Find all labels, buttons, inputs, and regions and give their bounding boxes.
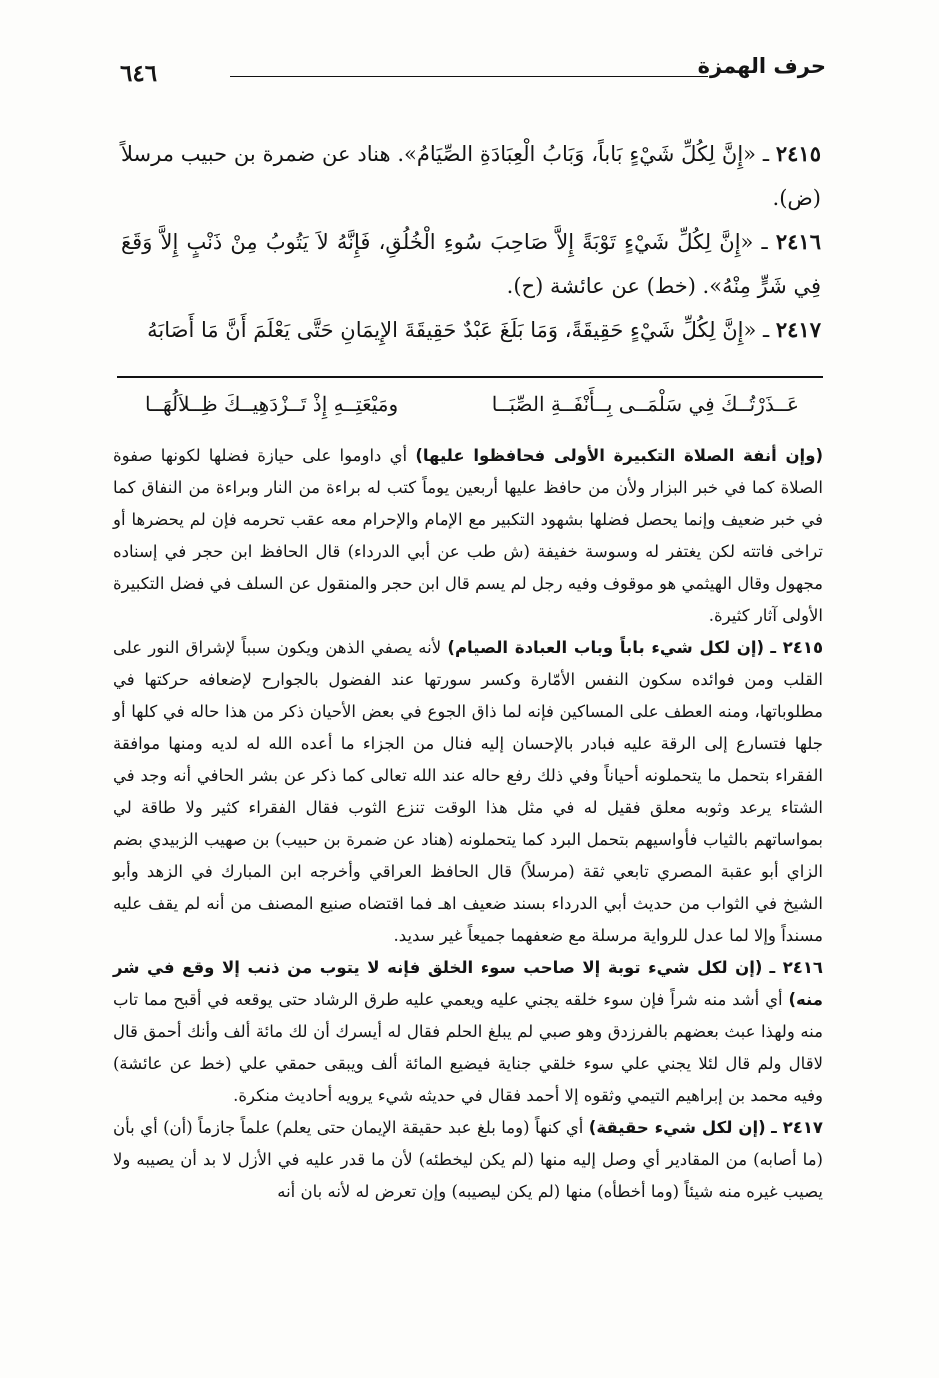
commentary-paragraph	[113, 952, 823, 1112]
section-divider	[117, 376, 823, 378]
verse-first-hemistich: عَــذَرْتُــكَ فِي سَلْمَــى بِــأَنْفَــةِ الصِّبَــا	[491, 392, 799, 416]
commentary-paragraph	[113, 440, 823, 632]
hadith-body: ـ «إِنَّ لِكُلِّ شَيْءٍ بَاباً، وَبَابُ الْعِبَادَةِ الصِّيَامُ». هناد عن ضمرة بن حبيب مرسلاً (ض).	[121, 142, 821, 210]
commentary-number: ٢٤١٦ ـ	[769, 958, 823, 977]
hadith-text	[121, 132, 821, 352]
commentary-lead: (إن لكل شيء باباً وباب العبادة الصيام)	[447, 638, 765, 657]
commentary-number: ٢٤١٥ ـ	[770, 638, 824, 657]
hadith-entry	[121, 308, 821, 352]
commentary-body: أي كنهاً (وما بلغ عبد حقيقة الإيمان حتى يعلم) علماً جازماً (أن) أي بأن (ما أصابه) من المقادير أي وصل إليه منها (لم يكن ليخطئه) لأن ما قدر عليه في الأزل لا بد أن يصيبه ولا يصيب غيره منه شيئاً (وما أخطأه) منها (لم يكن ليصيبه) وإن تعرض له لأنه بان أنه	[113, 1118, 823, 1201]
hadith-number: ٢٤١٧	[775, 317, 821, 342]
hadith-number: ٢٤١٥	[775, 141, 821, 166]
commentary-paragraph	[113, 632, 823, 952]
hadith-number: ٢٤١٦	[775, 229, 821, 254]
header-rule	[230, 76, 708, 77]
hadith-entry	[121, 132, 821, 220]
commentary-paragraph	[113, 1112, 823, 1208]
chapter-title: حرف الهمزة	[697, 54, 826, 78]
commentary-lead: (إن لكل شيء حقيقة)	[588, 1118, 766, 1137]
hadith-entry	[121, 220, 821, 308]
commentary-number: ٢٤١٧ ـ	[771, 1118, 823, 1137]
verse-second-hemistich: ومَيْعَتِــهِ إِذْ تَــزْدَهِيــكَ ظِــلاَلُهَــا	[145, 392, 399, 416]
page-header	[120, 52, 826, 92]
page-number: ٦٤٦	[120, 60, 158, 87]
hadith-body: ـ «إِنَّ لِكُلِّ شَيْءٍ حَقِيقَةً، وَمَا بَلَغَ عَبْدٌ حَقِيقَةَ الإِيمَانِ حَتَّى يَعْلَمَ أَنَّ مَا أَصَابَهُ	[147, 318, 770, 342]
commentary-body: لأنه يصفي الذهن ويكون سبباً لإشراق النور على القلب ومن فوائده سكون النفس الأمّارة وكسر سورتها عند الفضول بالجوارح لإضعافه حركتها في مطلوباتها، ومنه العطف على المساكين فإنه لما ذاق الجوع في بعض الأحيان ذكر من هذا حاله في كلها أو جلها فتسارع إلى الرقة عليه فبادر بالإحسان إليه فنال من الجزاء ما أعده الله له لديه ومنها موافقة الفقراء بتحمل ما يتحملونه أحياناً وفي ذلك رفع حاله عند الله تعالى كما ذكر عن بشر الحافي أنه وجد في الشتاء يرعد وثوبه معلق فقيل له في مثل هذا الوقت تنزع الثوب فقال الفقراء كثير ولا طاقة لي بمواساتهم بالثياب فأواسيهم بتحمل البرد كما يتحملونه (هناد عن ضمرة بن حبيب) بن صهيب الزبيدي بضم الزاي أبو عقبة المصري تابعي ثقة (مرسلاً) قال الحافظ العراقي وأخرجه ابن المبارك في الزهد وأبو الشيخ في الثواب من حديث أبي الدرداء بسند ضعيف اهـ فما اقتضاه صنيع المصنف من أنه لم يقف عليه مسنداً وإلا لما عدل للرواية مرسلة مع ضعفهما جميعاً غير سديد.	[113, 638, 823, 945]
hadith-body: ـ «إِنَّ لِكُلِّ شَيْءٍ تَوْبَةً إِلاَّ صَاحِبَ سُوءِ الْخُلُقِ، فَإِنَّهُ لاَ يَتُوبُ مِنْ ذَنْبٍ إِلاَّ وَقَعَ فِي شَرٍّ مِنْهُ». (خط) عن عائشة (ح).	[121, 230, 821, 298]
commentary-body: أي داوموا على حيازة فضلها لكونها صفوة الصلاة كما في خبر البزار ولأن من حافظ عليها أربعين يوماً كتب له براءة من النار وبراءة من النفاق كما في خبر ضعيف وإنما يحصل فضلها بشهود التكبير مع الإمام والإحرام معه عقب تحرمه فإن لم يحضرها أو تراخى فاتته لكن يغتفر له وسوسة خفيفة (ش طب عن أبي الدرداء) قال الحافظ ابن حجر في إسناده مجهول وقال الهيثمي هو موقوف وفيه رجل لم يسم قال ابن حجر والمنقول عن السلف في فضل التكبيرة الأولى آثار كثيرة.	[113, 446, 823, 625]
commentary-lead: (إن لكل شيء توبة إلا صاحب سوء الخلق فإنه لا يتوب من ذنب إلا وقع في شر منه)	[113, 958, 823, 1009]
poetry-verse	[125, 392, 815, 432]
commentary-body: أي أشد منه شراً فإن سوء خلقه يجني عليه ويعمي عليه طرق الرشاد حتى يوقعه في أقبح مما تاب منه ولهذا عبث بعضهم بالفرزدق وهو صبي لم يبلغ الحلم فقال له أيسرك أن لك مائة ألف وأنك أحمق قال لاقال ولم قال لئلا يجني علي سوء خلقي جناية فيضيع المائة ألف ويبقى حمقي علي (خط عن عائشة) وفيه محمد بن إبراهيم التيمي وثقوه إلا أحمد فقال في حديثه شيء يرويه أحاديث منكرة.	[113, 990, 823, 1105]
commentary-lead: (وإن أنفة الصلاة التكبيرة الأولى فحافظوا عليها)	[415, 446, 824, 465]
commentary-text	[113, 440, 823, 1208]
